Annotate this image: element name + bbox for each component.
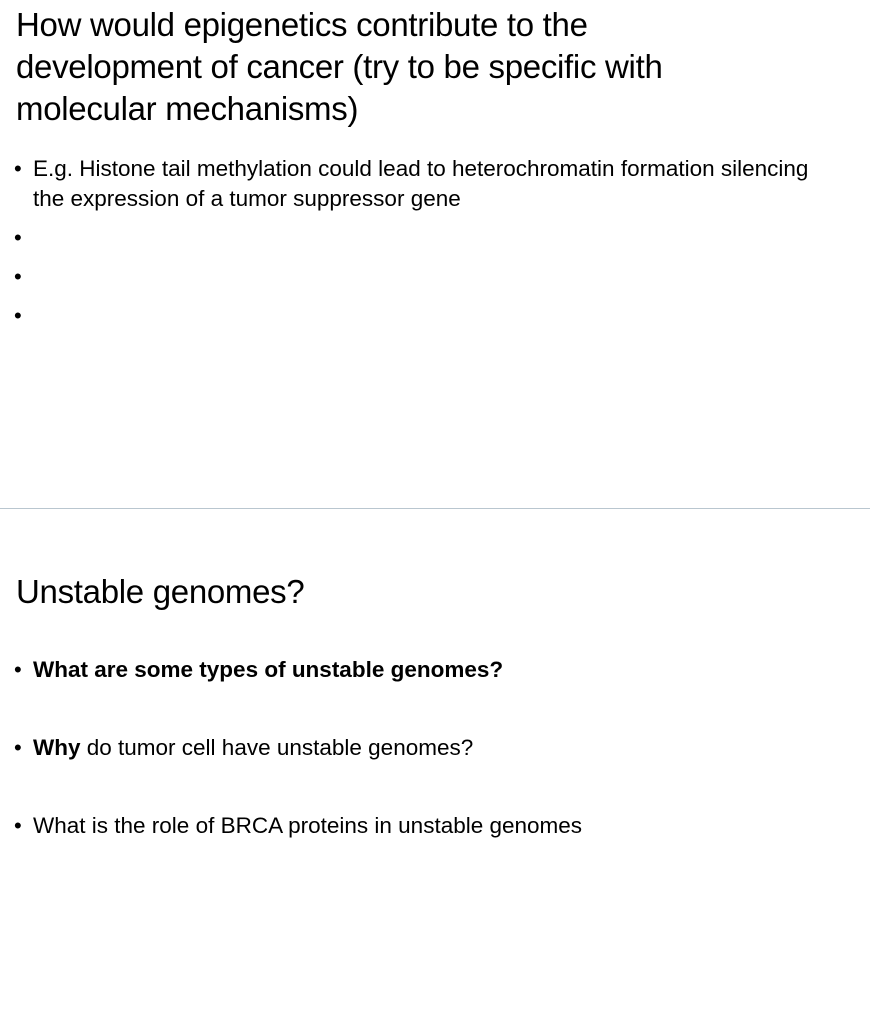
- bullet-text: do tumor cell have unstable genomes?: [80, 735, 474, 760]
- bullet-list: [14, 154, 834, 340]
- bullet-item-empty: [14, 262, 834, 292]
- bullet-item: [14, 655, 834, 685]
- bullet-dot-icon: •: [14, 813, 22, 838]
- bullet-dot-icon: •: [14, 735, 22, 760]
- slide-title: Unstable genomes?: [16, 573, 305, 610]
- slide-unstable-genomes: [0, 509, 870, 1024]
- bullet-dot-icon: •: [14, 225, 22, 250]
- bullet-text-bold: What are some types of unstable genomes?: [33, 657, 504, 682]
- bullet-item: [14, 811, 834, 841]
- bullet-dot-icon: •: [14, 657, 22, 682]
- bullet-dot-icon: •: [14, 303, 22, 328]
- slide-title: How would epigenetics contribute to the development of cancer (try to be specific with molecular mechanisms): [16, 6, 663, 127]
- bullet-dot-icon: •: [14, 156, 22, 181]
- bullet-text: E.g. Histone tail methylation could lead to heterochromatin formation silencing the expression of a tumor suppressor gene: [33, 156, 809, 211]
- bullet-item-empty: [14, 301, 834, 331]
- slide-epigenetics: [0, 0, 870, 508]
- bullet-list: [14, 655, 834, 889]
- bullet-dot-icon: •: [14, 264, 22, 289]
- bullet-item: [14, 154, 834, 214]
- bullet-item-empty: [14, 223, 834, 253]
- bullet-text: What is the role of BRCA proteins in unstable genomes: [33, 813, 583, 838]
- bullet-text-bold: Why: [33, 735, 81, 760]
- bullet-item: [14, 733, 834, 763]
